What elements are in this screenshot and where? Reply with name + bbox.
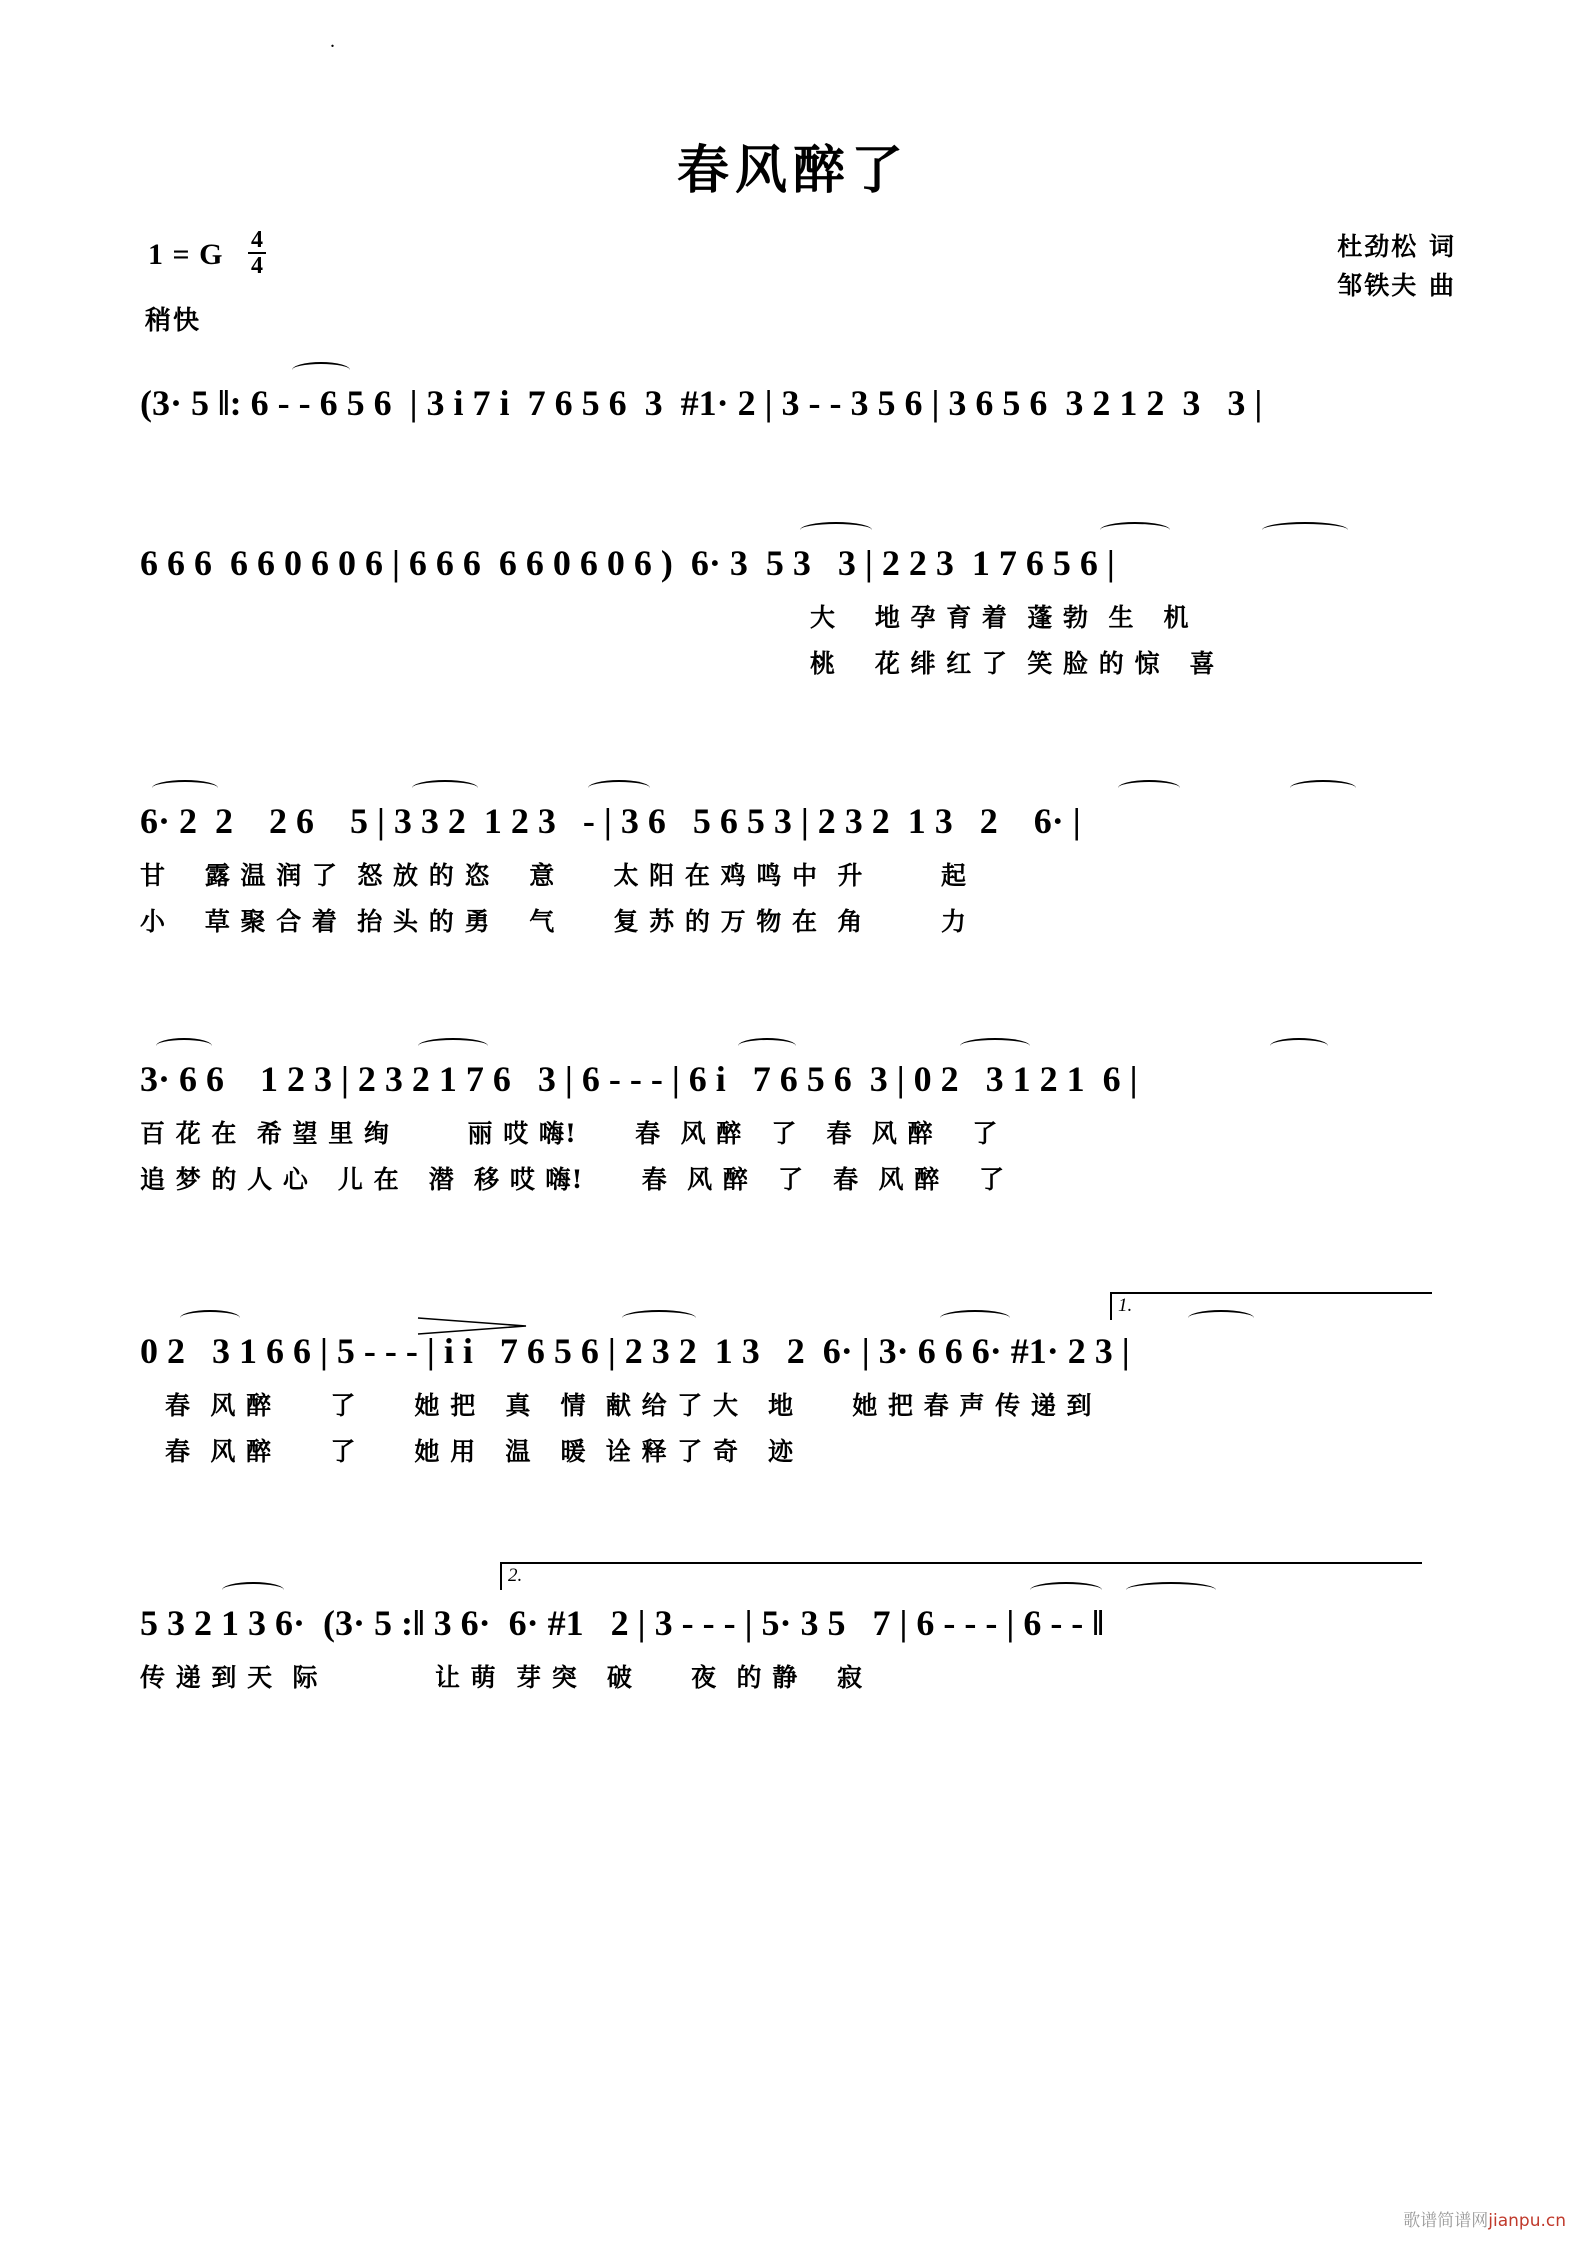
composer-credit: 邹铁夫 曲 bbox=[1337, 270, 1456, 300]
slur-arc bbox=[1262, 522, 1348, 538]
slur-arc bbox=[180, 1310, 240, 1326]
system-5-lyric-verse-2: 春 风 醉 了 她 用 温 暖 诠 释 了 奇 迹 bbox=[165, 1437, 795, 1466]
system-4-lyric-verse-2: 追 梦 的 人 心 儿 在 潜 移 哎 嗨! 春 风 醉 了 春 风 醉 了 bbox=[140, 1165, 1006, 1194]
system-4-lyric-verse-1: 百 花 在 希 望 里 绚 丽 哎 嗨! 春 风 醉 了 春 风 醉 了 bbox=[140, 1119, 999, 1148]
song-title: 春风醉了 bbox=[676, 140, 909, 201]
time-signature bbox=[248, 228, 266, 278]
slur-arc bbox=[588, 780, 650, 796]
system-1-notes: (3· 5 ‖: 6 - - 6 5 6 | 3 i 7 i 7 6 5 6 3 #1· 2 | 3 - - 3 5 6 | 3 6 5 6 3 2 1 2 3 3 | bbox=[140, 383, 1263, 423]
slur-arc bbox=[940, 1310, 1010, 1326]
slur-arc bbox=[960, 1038, 1030, 1054]
slur-arc bbox=[1118, 780, 1180, 796]
system-2-lyric-verse-2: 桃 花 绯 红 了 笑 脸 的 惊 喜 bbox=[810, 649, 1216, 678]
watermark-site-name: 歌谱简谱网 bbox=[1403, 2211, 1489, 2231]
watermark bbox=[1403, 2206, 1566, 2231]
system-3-notes: 6· 2 2 2 6 5 | 3 3 2 1 2 3 - | 3 6 5 6 5 3 | 2 3 2 1 3 2 6· | bbox=[140, 801, 1081, 841]
tempo-marking: 稍快 bbox=[145, 306, 202, 336]
first-ending-label: 1. bbox=[1118, 1295, 1133, 1316]
slur-arc bbox=[622, 1310, 696, 1326]
slur-arc bbox=[1290, 780, 1356, 796]
system-4-notes: 3· 6 6 1 2 3 | 2 3 2 1 7 6 3 | 6 - - - | 6 i 7 6 5 6 3 | 0 2 3 1 2 1 6 | bbox=[140, 1059, 1138, 1099]
credits bbox=[1337, 228, 1456, 306]
slur-arc bbox=[418, 1038, 488, 1054]
lyricist-credit: 杜劲松 词 bbox=[1337, 232, 1456, 261]
system-3-lyric-verse-2: 小 草 聚 合 着 抬 头 的 勇 气 复 苏 的 万 物 在 角 力 bbox=[140, 907, 968, 936]
time-signature-numerator: 4 bbox=[248, 228, 266, 254]
time-signature-denominator: 4 bbox=[251, 253, 263, 279]
system-3-lyric-verse-1: 甘 露 温 润 了 怒 放 的 恣 意 太 阳 在 鸡 鸣 中 升 起 bbox=[140, 861, 968, 890]
system-6-lyric-verse-1: 传 递 到 天 际 让 萌 芽 突 破 夜 的 静 寂 bbox=[140, 1663, 864, 1692]
slur-arc bbox=[1270, 1038, 1328, 1054]
diminuendo-hairpin bbox=[416, 1316, 536, 1343]
system-5-lyric-verse-1: 春 风 醉 了 她 把 真 情 献 给 了 大 地 她 把 春 声 传 递 到 bbox=[165, 1391, 1093, 1420]
system-5-notes: 0 2 3 1 6 6 | 5 - - - | i i 7 6 5 6 | 2 3 2 1 3 2 6· | 3· 6 6 6· #1· 2 3 | bbox=[140, 1331, 1130, 1371]
system-6-notes: 5 3 2 1 3 6· (3· 5 :‖ 3 6· 6· #1 2 | 3 - - - | 5· 3 5 7 | 6 - - - | 6 - - ‖ bbox=[140, 1603, 1104, 1643]
key-signature: 1 = G bbox=[148, 238, 224, 271]
slur-arc bbox=[222, 1582, 284, 1598]
slur-arc bbox=[156, 1038, 212, 1054]
slur-arc bbox=[412, 780, 478, 796]
first-ending-bracket bbox=[1110, 1292, 1432, 1320]
slur-arc bbox=[152, 780, 218, 796]
second-ending-bracket bbox=[500, 1562, 1422, 1590]
slur-arc bbox=[292, 362, 350, 378]
slur-arc bbox=[1100, 522, 1170, 538]
slur-arc bbox=[800, 522, 872, 538]
system-2-lyric-verse-1: 大 地 孕 育 着 蓬 勃 生 机 bbox=[810, 603, 1190, 632]
second-ending-label: 2. bbox=[508, 1565, 523, 1586]
system-2-notes: 6 6 6 6 6 0 6 0 6 | 6 6 6 6 6 0 6 0 6 ) 6· 3 5 3 3 | 2 2 3 1 7 6 5 6 | bbox=[140, 543, 1115, 583]
page-top-dot: . bbox=[330, 30, 335, 52]
slur-arc bbox=[738, 1038, 796, 1054]
watermark-url: jianpu.cn bbox=[1488, 2211, 1566, 2231]
